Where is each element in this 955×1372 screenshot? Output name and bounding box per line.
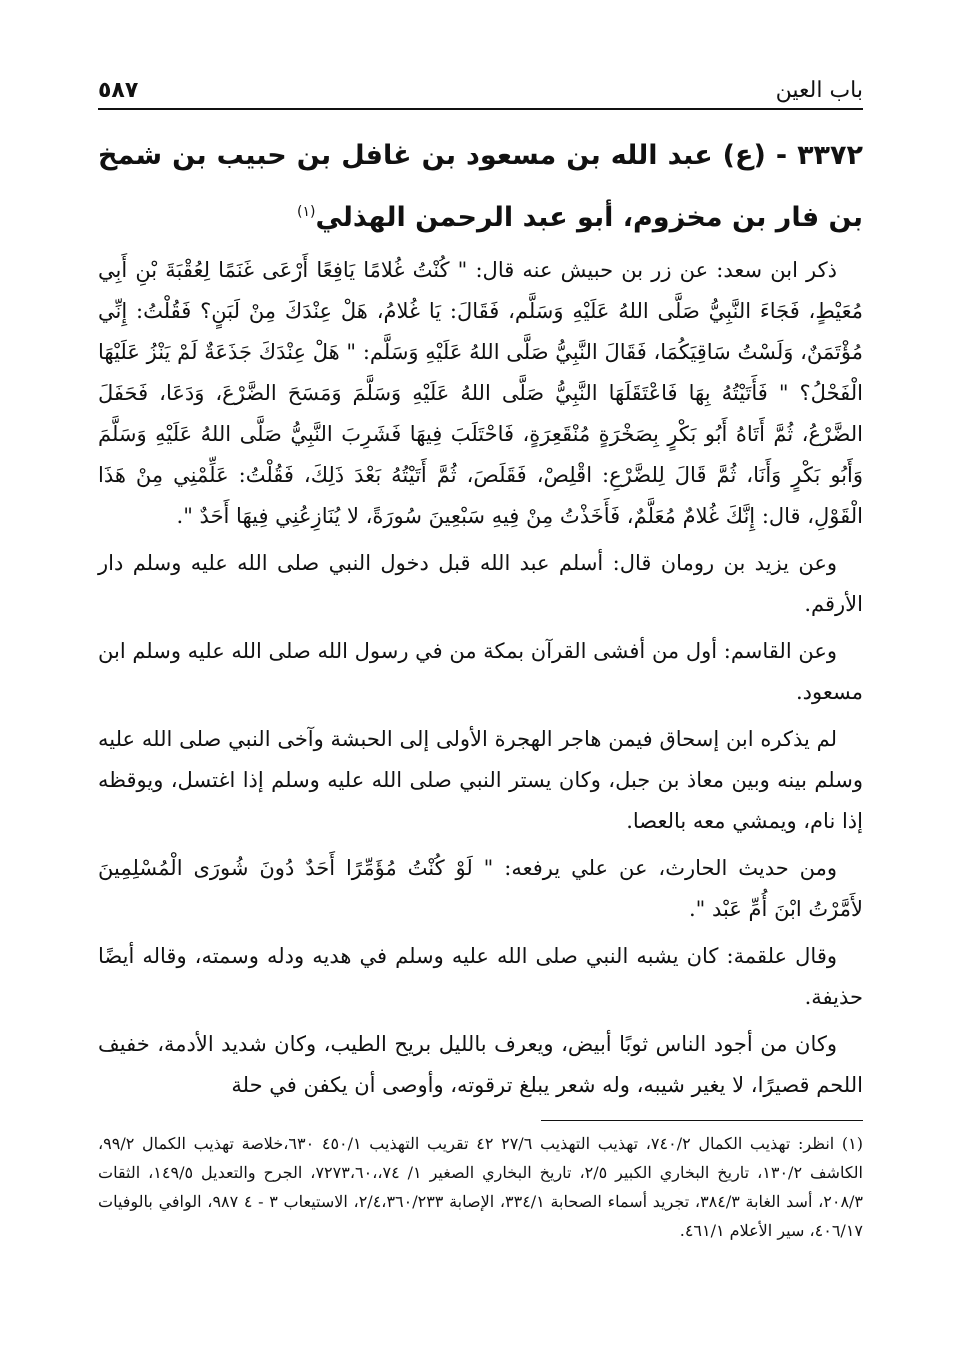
section-title: باب العين: [775, 78, 863, 103]
entry-title-text: ٣٣٧٢ - (ع) عبد الله بن مسعود بن غافل بن حبيب بن شمخ بن فار بن مخزوم، أبو عبد الرحمن الهذلي: [98, 140, 863, 233]
paragraph-description: وكان من أجود الناس ثوبًا أبيض، ويعرف بالليل بريح الطيب، وكان شديد الأدمة، خفيف اللحم قصيرًا، لا يغير شيبه، وله شعر يبلغ ترقوته، وأوصى أن يكفن في حلة: [98, 1032, 863, 1097]
paragraph-qasim: وعن القاسم: أول من أفشى القرآن بمكة من في رسول الله صلى الله عليه وسلم ابن مسعود.: [97, 639, 863, 704]
header-divider: [98, 108, 863, 110]
paragraph-ibn-saad: ذكر ابن سعد: عن زر بن حبيش عنه قال: " كُنْتُ غُلامًا يَافِعًا أَرْعَى غَنَمًا لِعُقْبَةَ بْنِ أَبِي مُعَيْطٍ، فَجَاءَ النَّبِيُّ صَلَّى اللهُ عَلَيْهِ وَسَلَّم، فَقَالَ: يَا غُلامُ، هَلْ عِنْدَكَ مِنْ لَبَنٍ؟ فَقُلْتُ: إِنِّي مُؤْتَمَنٌ، وَلَسْتُ سَاقِيَكُمَا، فَقَالَ النَّبِيُّ صَلَّى اللهُ عَلَيْهِ وَسَلَّم: " هَلْ عِنْدَكَ جَذَعَةٌ لَمْ يَنْزُ عَلَيْهَا الْفَحْلُ؟ " فَأَتَيْتُهُ بِهَا فَاعْتَقَلَهَا النَّبِيُّ صَلَّى اللهُ عَلَيْهِ وَسَلَّمَ وَمَسَحَ الضَّرْعَ، وَدَعَا، فَحَفَلَ الضَّرْعُ، ثُمَّ أَتَاهُ أَبُو بَكْرٍ بِصَخْرَةٍ مُنْقَعِرَةٍ، فَاحْتَلَبَ فِيهَا فَشَرِبَ النَّبِيُّ صَلَّى اللهُ عَلَيْهِ وَسَلَّمَ وَأَبُو بَكْرٍ وَأَنَا، ثُمَّ قَالَ لِلضَّرْعِ: اقْلِصْ، فَقَلَصَ، ثُمَّ أَتَيْتُهُ بَعْدَ ذَلِكَ، فَقُلْتُ: عَلِّمْنِي مِنْ هَذَا الْقَوْلِ، قال: إِنَّكَ غُلامٌ مُعَلَّمٌ، فَأَخَذْتُ مِنْ فِيهِ سَبْعِينَ سُورَةً، لا يُنَازِعُنِي فِيهَا أَحَدٌ ".: [98, 258, 863, 528]
paragraph-harith: ومن حديث الحارث، عن علي يرفعه: " لَوْ كُنْتُ مُؤَمِّرًا أَحَدٌ دُونَ شُورَى الْمُسْلِمِينَ لأَمَّرْتُ ابْنَ أُمِّ عَبْد ".: [98, 856, 863, 921]
paragraph-ibn-ishaq: لم يذكره ابن إسحاق فيمن هاجر الهجرة الأولى إلى الحبشة وآخى النبي صلى الله عليه وسلم بينه وبين معاذ بن جبل، وكان يستر النبي صلى الله عليه وسلم إذا اغتسل، ويوقظه إذا نام، ويمشي معه بالعصا.: [98, 727, 863, 833]
footnote: (١) انظر: تهذيب الكمال ٧٤٠/٢، تهذيب التهذيب ٢٧/٦ ٤٢ تقريب التهذيب ٤٥٠/١ ٦٣٠،خلاصة تهذيب الكمال ٩٩/٢، الكاشف ١٣٠/٢، تاريخ البخاري الكبير ٢/٥، تاريخ البخاري الصغير ١/ ٧٤،،٧٢٧٣،٦٠، الجرح والتعديل ١٤٩/٥، الثقات ٢٠٨/٣، أسد الغابة ٣٨٤/٣، تجريد أسماء الصحابة ٣٣٤/١، الإصابة ٢/٤،٣٦٠/٢٣٣، الاستيعاب ٣ - ٤ ٩٨٧، الوافي بالوفيات ٤٠٦/١٧، سير الأعلام ٤٦١/١.: [98, 1134, 864, 1240]
footnote-reference: (١): [297, 204, 316, 220]
page-number: ٥٨٧: [98, 78, 139, 103]
paragraph-alqama: وقال علقمة: كان يشبه النبي صلى الله عليه وسلم في هديه ودله وسمته، وقاله أيضًا حذيفة.: [98, 944, 863, 1009]
paragraph-yazid: وعن يزيد بن رومان قال: أسلم عبد الله قبل دخول النبي صلى الله عليه وسلم دار الأرقم.: [98, 551, 863, 616]
entry-title: [98, 128, 863, 246]
running-header: [98, 62, 863, 102]
footnote-divider: [541, 1120, 863, 1121]
